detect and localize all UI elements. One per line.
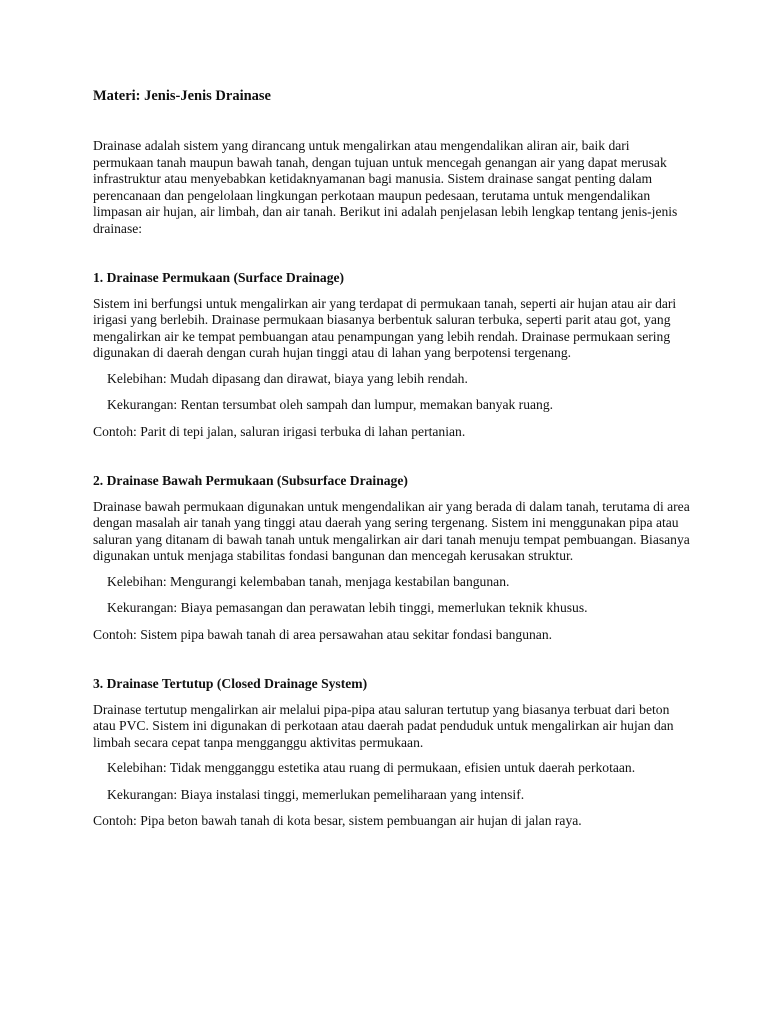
example-line: Contoh: Pipa beton bawah tanah di kota besar, sistem pembuangan air hujan di jalan raya.: [93, 813, 582, 828]
section-heading: 1. Drainase Permukaan (Surface Drainage): [93, 270, 345, 285]
section-body: Drainase bawah permukaan digunakan untuk mengendalikan air yang berada di dalam tanah, terutama di area dengan masalah air tanah yang tinggi atau daerah yang sering tergenang. Sistem ini menggunakan pipa atau saluran yang ditanam di bawah tanah untuk mengalirkan air dari tanah menuju tempat pembuangan. Biasanya digunakan untuk menjaga stabilitas fondasi bangunan dan mencegah kerusakan struktur.: [93, 498, 690, 563]
section-body: Drainase tertutup mengalirkan air melalui pipa-pipa atau saluran tertutup yang biasanya terbuat dari beton atau PVC. Sistem ini digunakan di perkotaan atau daerah padat penduduk untuk mengalirkan air hujan dan limbah secara cepat tanpa mengganggu aktivitas permukaan.: [93, 701, 674, 750]
example-line: Contoh: Sistem pipa bawah tanah di area persawahan atau sekitar fondasi bangunan.: [93, 626, 553, 642]
section-subsurface-drainage: [93, 473, 693, 643]
section-heading: 2. Drainase Bawah Permukaan (Subsurface Drainage): [93, 473, 408, 488]
section-heading: 3. Drainase Tertutup (Closed Drainage System): [93, 676, 368, 691]
intro-paragraph: Drainase adalah sistem yang dirancang untuk mengalirkan atau mengendalikan aliran air, baik dari permukaan tanah maupun bawah tanah, dengan tujuan untuk mencegah genangan air yang dapat merusak infrastruktur atau menyebabkan ketidaknyamanan bagi manusia. Sistem drainase sangat penting dalam perencanaan dan pengelolaan lingkungan perkotaan maupun pedesaan, terutama untuk mengendalikan limpasan air hujan, air limbah, dan air tanah. Berikut ini adalah penjelasan lebih lengkap tentang jenis-jenis drainase:: [93, 138, 678, 236]
disadvantage-item: Kekurangan: Rentan tersumbat oleh sampah dan lumpur, memakan banyak ruang.: [107, 397, 554, 412]
section-surface-drainage: [93, 270, 693, 440]
disadvantage-item: Kekurangan: Biaya pemasangan dan perawatan lebih tinggi, memerlukan teknik khusus.: [107, 600, 588, 615]
document-title: Materi: Jenis-Jenis Drainase: [93, 88, 271, 104]
document-page: [93, 86, 693, 863]
section-body: Sistem ini berfungsi untuk mengalirkan air yang terdapat di permukaan tanah, seperti air hujan atau air dari irigasi yang berlebih. Drainase permukaan biasanya berbentuk saluran terbuka, seperti parit atau got, yang mengalirkan air ke tempat pembuangan atau penampungan yang lebih rendah. Drainase permukaan sering digunakan di daerah dengan curah hujan tinggi atau di lahan yang berpotensi tergenang.: [93, 295, 677, 360]
section-closed-drainage: [93, 676, 693, 830]
example-line: Contoh: Parit di tepi jalan, saluran irigasi terbuka di lahan pertanian.: [93, 423, 466, 439]
advantage-item: Kelebihan: Mudah dipasang dan dirawat, biaya yang lebih rendah.: [107, 370, 468, 386]
advantage-item: Kelebihan: Mengurangi kelembaban tanah, menjaga kestabilan bangunan.: [107, 573, 510, 589]
disadvantage-item: Kekurangan: Biaya instalasi tinggi, memerlukan pemeliharaan yang intensif.: [107, 786, 525, 802]
advantage-item: Kelebihan: Tidak mengganggu estetika atau ruang di permukaan, efisien untuk daerah perkotaan.: [107, 760, 636, 775]
